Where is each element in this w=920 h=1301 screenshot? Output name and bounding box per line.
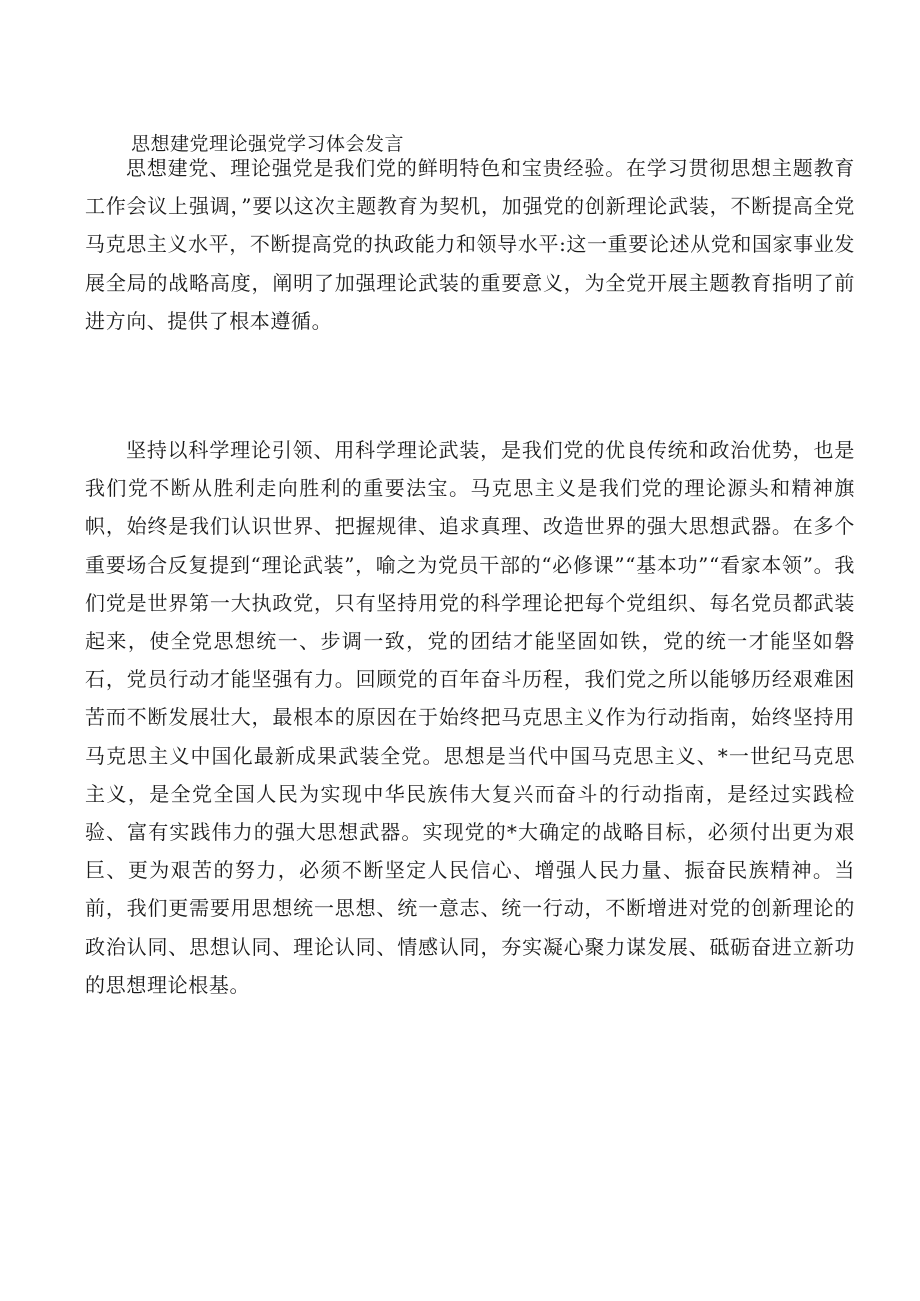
paragraph-2: 坚持以科学理论引领、用科学理论武装，是我们党的优良传统和政治优势，也是我们党不断从胜利走向胜利的重要法宝。马克思主义是我们党的理论源头和精神旗帜，始终是我们认识世界、把握规律、追求真理、改造世界的强大思想武器。在多个重要场合反复提到“理论武装”，喻之为党员干部的“必修课”“基本功”“看家本领”。我们党是世界第一大执政党，只有坚持用党的科学理论把每个党组织、每名党员都武装起来，使全党思想统一、步调一致，党的团结才能坚固如铁，党的统一才能坚如磐石，党员行动才能坚强有力。回顾党的百年奋斗历程，我们党之所以能够历经艰难困苦而不断发展壮大，最根本的原因在于始终把马克思主义作为行动指南，始终坚持用马克思主义中国化最新成果武装全党。思想是当代中国马克思主义、*一世纪马克思主义，是全党全国人民为实现中华民族伟大复兴而奋斗的行动指南，是经过实践检验、富有实践伟力的强大思想武器。实现党的*大确定的战略目标，必须付出更为艰巨、更为艰苦的努力，必须不断坚定人民信心、增强人民力量、振奋民族精神。当前，我们更需要用思想统一思想、统一意志、统一行动，不断增进对党的创新理论的政治认同、思想认同、理论认同、情感认同，夯实凝心聚力谋发展、砥砺奋进立新功的思想理论根基。 [85, 438, 855, 997]
document-title: 思想建党理论强党学习体会发言 [131, 133, 405, 155]
paragraph-1: 思想建党、理论强党是我们党的鲜明特色和宝贵经验。在学习贯彻思想主题教育工作会议上强调，”要以这次主题教育为契机，加强党的创新理论武装，不断提高全党马克思主义水平，不断提高党的执政能力和领导水平:这一重要论述从党和国家事业发展全局的战略高度，阐明了加强理论武装的重要意义，为全党开展主题教育指明了前进方向、提供了根本遵循。 [85, 156, 855, 333]
